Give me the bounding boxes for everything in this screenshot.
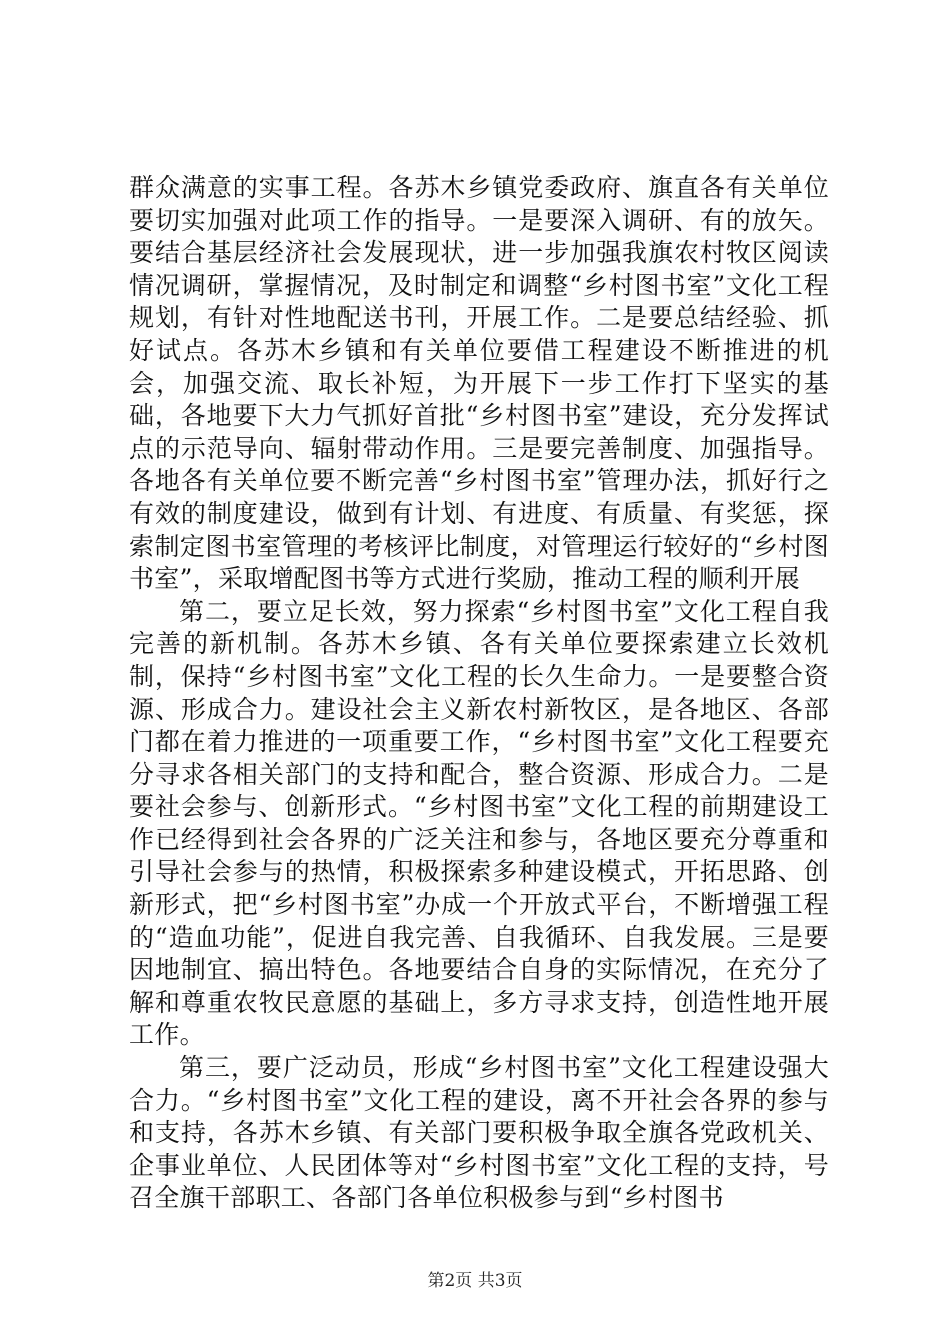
page-footer: [0, 1270, 950, 1292]
paragraph-3: 第三，要广泛动员，形成“乡村图书室”文化工程建设强大合力。“乡村图书室”文化工程的建设，离不开社会各界的参与和支持，各苏木乡镇、有关部门要积极争取全旗各党政机关、企事业单位、人民团体等对“乡村图书室”文化工程的支持，号召全旗干部职工、各部门各单位积极参与到“乡村图书: [129, 1053, 829, 1213]
page-number: 第2页 共3页: [427, 1271, 523, 1291]
paragraph-2: 第二，要立足长效，努力探索“乡村图书室”文化工程自我完善的新机制。各苏木乡镇、各有关单位要探索建立长效机制，保持“乡村图书室”文化工程的长久生命力。一是要整合资源、形成合力。建设社会主义新农村新牧区，是各地区、各部门都在着力推进的一项重要工作，“乡村图书室”文化工程要充分寻求各相关部门的支持和配合，整合资源、形成合力。二是要社会参与、创新形式。“乡村图书室”文化工程的前期建设工作已经得到社会各界的广泛关注和参与，各地区要充分尊重和引导社会参与的热情，积极探索多种建设模式，开拓思路、创新形式，把“乡村图书室”办成一个开放式平台，不断增强工程的“造血功能”，促进自我完善、自我循环、自我发展。三是要因地制宜、搞出特色。各地要结合自身的实际情况，在充分了解和尊重农牧民意愿的基础上，多方寻求支持，创造性地开展工作。: [129, 596, 829, 1050]
document-body: [129, 172, 829, 1215]
paragraph-1: 群众满意的实事工程。各苏木乡镇党委政府、旗直各有关单位要切实加强对此项工作的指导。一是要深入调研、有的放矢。要结合基层经济社会发展现状，进一步加强我旗农村牧区阅读情况调研，掌握情况，及时制定和调整“乡村图书室”文化工程规划，有针对性地配送书刊，开展工作。二是要总结经验、抓好试点。各苏木乡镇和有关单位要借工程建设不断推进的机会，加强交流、取长补短，为开展下一步工作打下坚实的基础，各地要下大力气抓好首批“乡村图书室”建设，充分发挥试点的示范导向、辐射带动作用。三是要完善制度、加强指导。各地各有关单位要不断完善“乡村图书室”管理办法，抓好行之有效的制度建设，做到有计划、有进度、有质量、有奖惩，探索制定图书室管理的考核评比制度，对管理运行较好的“乡村图书室”，采取增配图书等方式进行奖励，推动工程的顺利开展: [129, 173, 829, 594]
